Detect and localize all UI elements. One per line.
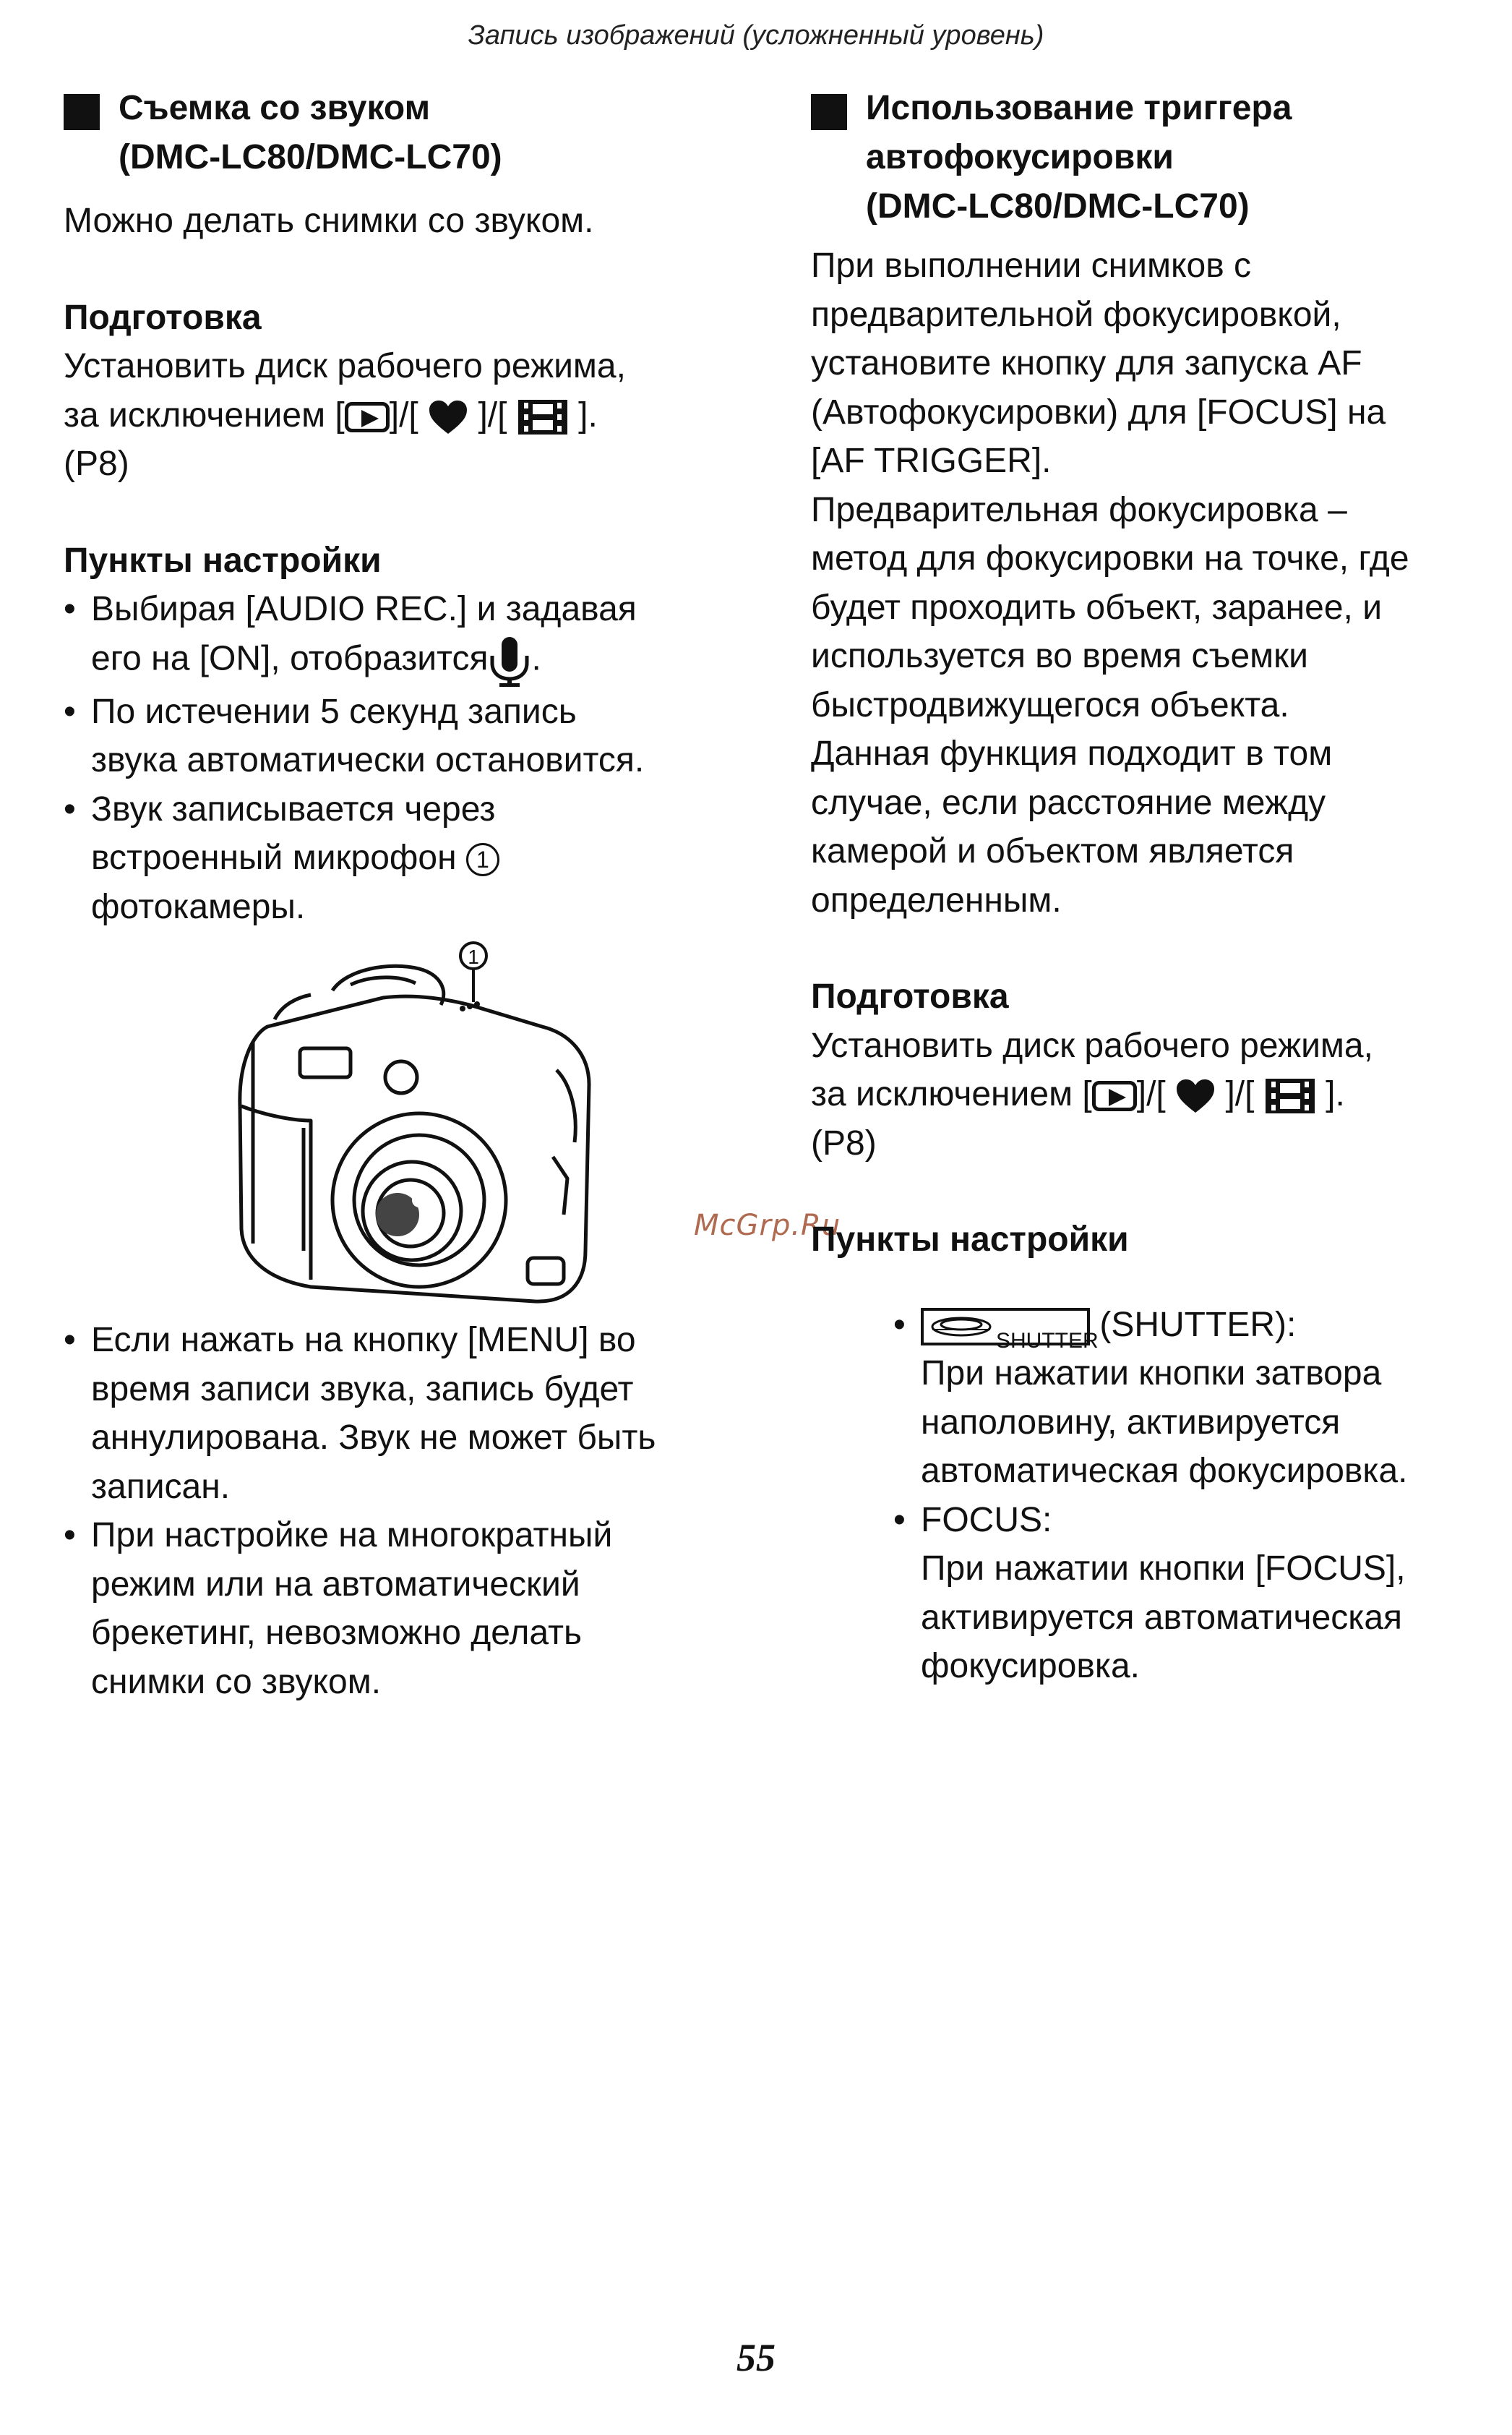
prep-heading: Подготовка (64, 298, 262, 337)
list-item: • Если нажать на кнопку [MENU] во время записи звука, запись будет аннулирована. Звук не может быть записан. (64, 1316, 772, 1511)
play-mode-icon (345, 402, 390, 432)
notes-list (64, 1316, 772, 1706)
page-header: Запись изображений (усложненный уровень) (468, 20, 1044, 51)
list-item-shutter: • SHUTTER (SHUTTER): При нажатии кнопки затвора наполовину, активируется автоматическая фокусировка. (893, 1301, 1505, 1496)
prep-text: Установить диск рабочего режима, за исключением [ ]/[ ]/[ ]. (P8) (64, 347, 626, 483)
heart-mode-icon (428, 399, 468, 435)
left-column-lower (64, 1316, 772, 1706)
callout-number: 1 (468, 946, 479, 968)
settings-heading: Пункты настройки (64, 541, 382, 580)
right-column (811, 84, 1505, 1691)
af-options-list (893, 1301, 1505, 1691)
section-title-af-trigger: Использование триггера автофокусировки (DMC-LC80/DMC-LC70) (811, 84, 1505, 231)
settings-heading: Пункты настройки (811, 1220, 1129, 1259)
section-square-icon (64, 94, 100, 130)
callout-marker: 1 (466, 843, 499, 876)
play-mode-icon (1092, 1081, 1137, 1111)
list-item: • По истечении 5 секунд запись звука автоматически остановится. (64, 688, 757, 785)
motion-picture-icon (1264, 1077, 1316, 1115)
section-square-icon (811, 94, 847, 130)
section-title-audio: Съемка со звуком (DMC-LC80/DMC-LC70) (64, 84, 757, 182)
list-item: • При настройке на многократный режим или на автоматический брекетинг, невозможно делать снимки со звуком. (64, 1511, 772, 1706)
watermark-text: McGrp.Ru (694, 1209, 841, 1242)
af-description: При выполнении снимков с предварительной фокусировкой, установите кнопку для запуска AF (Автофокусировки) для [FOCUS] на [AF TRIGGER]. Предварительная фокусировка – метод для фокусировки на точке, где будет проходить объект, заранее, и используется во время съемки быстродвижущегося объекта. Данная функция подходит в том случае, если расстояние между камерой и объектом является определенным. (811, 247, 1409, 920)
intro-text: Можно делать снимки со звуком. (64, 202, 594, 240)
camera-illustration (224, 940, 658, 1316)
microphone-icon (488, 634, 531, 688)
heart-mode-icon (1175, 1078, 1216, 1114)
left-column (64, 84, 757, 931)
shutter-button-icon: • SHUTTER (921, 1308, 1090, 1345)
list-item: • Выбирая [AUDIO REC.] и задавая его на [ON], отобразится . (64, 585, 757, 688)
list-item-focus: • FOCUS: При нажатии кнопки [FOCUS], активируется автоматическая фокусировка. (893, 1496, 1505, 1691)
motion-picture-icon (517, 398, 569, 436)
page-number: 55 (736, 2336, 776, 2379)
shutter-lens-icon (929, 1315, 993, 1338)
settings-list (64, 585, 757, 931)
prep-text: Установить диск рабочего режима, за исключением [ ]/[ ]/[ ]. (P8) (811, 1026, 1373, 1163)
prep-heading: Подготовка (811, 977, 1009, 1016)
list-item: • Звук записывается через встроенный микрофон 1 фотокамеры. (64, 785, 757, 932)
af-options (811, 1301, 1505, 1691)
